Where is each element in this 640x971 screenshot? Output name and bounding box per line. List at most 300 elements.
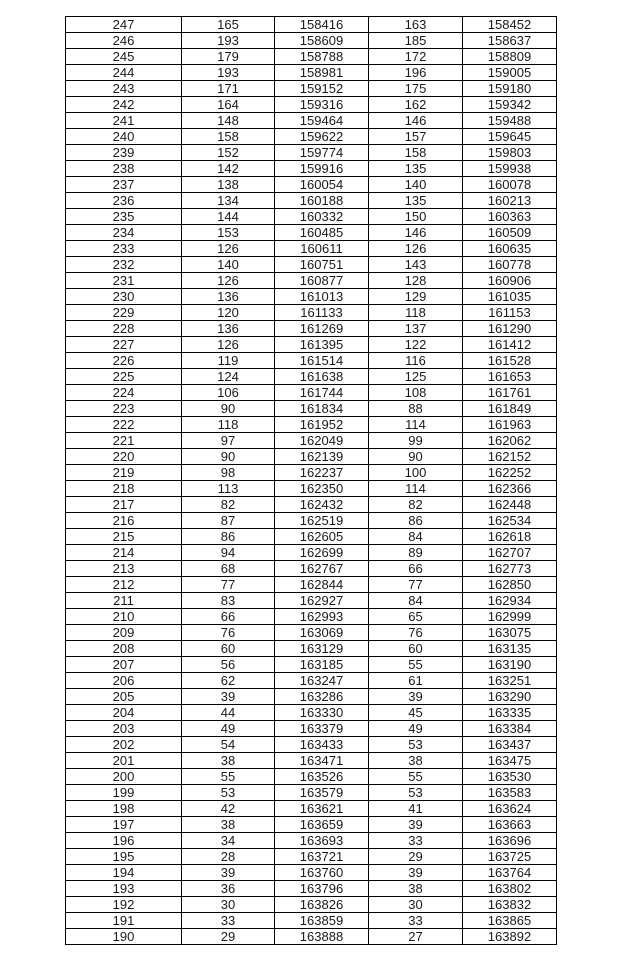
- cumulative-a-cell: 161269: [275, 321, 369, 337]
- cumulative-a-cell: 163826: [275, 897, 369, 913]
- cumulative-a-cell: 160877: [275, 273, 369, 289]
- count-b-cell: 143: [369, 257, 463, 273]
- cumulative-a-cell: 161133: [275, 305, 369, 321]
- cumulative-a-cell: 162927: [275, 593, 369, 609]
- cumulative-b-cell: 160635: [463, 241, 557, 257]
- count-b-cell: 172: [369, 49, 463, 65]
- count-a-cell: 148: [182, 113, 275, 129]
- table-row: [66, 17, 557, 33]
- count-a-cell: 86: [182, 529, 275, 545]
- table-row: [66, 833, 557, 849]
- count-b-cell: 114: [369, 417, 463, 433]
- cumulative-b-cell: 162534: [463, 513, 557, 529]
- count-a-cell: 94: [182, 545, 275, 561]
- count-a-cell: 33: [182, 913, 275, 929]
- count-b-cell: 135: [369, 193, 463, 209]
- cumulative-b-cell: 162252: [463, 465, 557, 481]
- score-cell: 231: [66, 273, 182, 289]
- cumulative-b-cell: 161761: [463, 385, 557, 401]
- count-b-cell: 116: [369, 353, 463, 369]
- score-table-container: [65, 16, 557, 945]
- cumulative-b-cell: 162934: [463, 593, 557, 609]
- count-b-cell: 49: [369, 721, 463, 737]
- score-cell: 235: [66, 209, 182, 225]
- cumulative-a-cell: 162767: [275, 561, 369, 577]
- cumulative-b-cell: 162773: [463, 561, 557, 577]
- count-b-cell: 129: [369, 289, 463, 305]
- table-row: [66, 657, 557, 673]
- cumulative-b-cell: 162999: [463, 609, 557, 625]
- count-b-cell: 137: [369, 321, 463, 337]
- cumulative-a-cell: 159464: [275, 113, 369, 129]
- cumulative-a-cell: 162139: [275, 449, 369, 465]
- cumulative-a-cell: 163760: [275, 865, 369, 881]
- score-distribution-table: [65, 16, 557, 945]
- cumulative-b-cell: 163475: [463, 753, 557, 769]
- table-row: [66, 849, 557, 865]
- count-a-cell: 136: [182, 321, 275, 337]
- cumulative-b-cell: 163384: [463, 721, 557, 737]
- cumulative-b-cell: 160778: [463, 257, 557, 273]
- cumulative-b-cell: 163335: [463, 705, 557, 721]
- cumulative-b-cell: 159803: [463, 145, 557, 161]
- count-a-cell: 193: [182, 33, 275, 49]
- table-row: [66, 369, 557, 385]
- table-row: [66, 481, 557, 497]
- cumulative-b-cell: 162850: [463, 577, 557, 593]
- count-b-cell: 65: [369, 609, 463, 625]
- score-cell: 194: [66, 865, 182, 881]
- cumulative-b-cell: 159342: [463, 97, 557, 113]
- count-a-cell: 54: [182, 737, 275, 753]
- cumulative-b-cell: 159005: [463, 65, 557, 81]
- cumulative-b-cell: 158452: [463, 17, 557, 33]
- cumulative-b-cell: 163764: [463, 865, 557, 881]
- cumulative-b-cell: 163892: [463, 929, 557, 945]
- count-a-cell: 34: [182, 833, 275, 849]
- score-cell: 210: [66, 609, 182, 625]
- count-b-cell: 108: [369, 385, 463, 401]
- score-cell: 206: [66, 673, 182, 689]
- count-a-cell: 120: [182, 305, 275, 321]
- score-cell: 230: [66, 289, 182, 305]
- table-row: [66, 241, 557, 257]
- cumulative-a-cell: 162350: [275, 481, 369, 497]
- score-cell: 196: [66, 833, 182, 849]
- cumulative-a-cell: 163579: [275, 785, 369, 801]
- cumulative-a-cell: 158416: [275, 17, 369, 33]
- count-a-cell: 77: [182, 577, 275, 593]
- score-cell: 234: [66, 225, 182, 241]
- score-cell: 191: [66, 913, 182, 929]
- count-b-cell: 55: [369, 657, 463, 673]
- count-b-cell: 60: [369, 641, 463, 657]
- table-row: [66, 337, 557, 353]
- score-cell: 221: [66, 433, 182, 449]
- cumulative-b-cell: 163583: [463, 785, 557, 801]
- cumulative-a-cell: 158609: [275, 33, 369, 49]
- cumulative-a-cell: 163796: [275, 881, 369, 897]
- count-a-cell: 126: [182, 241, 275, 257]
- cumulative-a-cell: 160611: [275, 241, 369, 257]
- cumulative-b-cell: 160509: [463, 225, 557, 241]
- cumulative-b-cell: 163624: [463, 801, 557, 817]
- table-row: [66, 385, 557, 401]
- table-row: [66, 609, 557, 625]
- count-b-cell: 162: [369, 97, 463, 113]
- cumulative-a-cell: 161638: [275, 369, 369, 385]
- count-b-cell: 53: [369, 737, 463, 753]
- score-cell: 202: [66, 737, 182, 753]
- count-b-cell: 118: [369, 305, 463, 321]
- cumulative-b-cell: 162366: [463, 481, 557, 497]
- table-row: [66, 97, 557, 113]
- cumulative-a-cell: 160751: [275, 257, 369, 273]
- count-a-cell: 153: [182, 225, 275, 241]
- score-cell: 198: [66, 801, 182, 817]
- count-a-cell: 39: [182, 689, 275, 705]
- count-b-cell: 140: [369, 177, 463, 193]
- table-row: [66, 817, 557, 833]
- score-cell: 237: [66, 177, 182, 193]
- score-cell: 247: [66, 17, 182, 33]
- cumulative-b-cell: 162618: [463, 529, 557, 545]
- cumulative-b-cell: 161653: [463, 369, 557, 385]
- cumulative-b-cell: 162062: [463, 433, 557, 449]
- count-b-cell: 27: [369, 929, 463, 945]
- count-b-cell: 126: [369, 241, 463, 257]
- count-a-cell: 55: [182, 769, 275, 785]
- score-cell: 207: [66, 657, 182, 673]
- table-row: [66, 593, 557, 609]
- cumulative-b-cell: 160906: [463, 273, 557, 289]
- cumulative-b-cell: 161849: [463, 401, 557, 417]
- cumulative-a-cell: 159774: [275, 145, 369, 161]
- cumulative-a-cell: 158981: [275, 65, 369, 81]
- count-a-cell: 193: [182, 65, 275, 81]
- score-cell: 239: [66, 145, 182, 161]
- count-b-cell: 196: [369, 65, 463, 81]
- count-b-cell: 185: [369, 33, 463, 49]
- score-cell: 232: [66, 257, 182, 273]
- count-a-cell: 171: [182, 81, 275, 97]
- count-a-cell: 118: [182, 417, 275, 433]
- count-a-cell: 98: [182, 465, 275, 481]
- count-a-cell: 138: [182, 177, 275, 193]
- table-row: [66, 529, 557, 545]
- count-a-cell: 136: [182, 289, 275, 305]
- count-b-cell: 100: [369, 465, 463, 481]
- count-a-cell: 68: [182, 561, 275, 577]
- score-cell: 195: [66, 849, 182, 865]
- count-a-cell: 126: [182, 273, 275, 289]
- score-cell: 199: [66, 785, 182, 801]
- table-row: [66, 785, 557, 801]
- score-cell: 228: [66, 321, 182, 337]
- table-row: [66, 321, 557, 337]
- cumulative-a-cell: 163185: [275, 657, 369, 673]
- cumulative-a-cell: 159622: [275, 129, 369, 145]
- count-b-cell: 39: [369, 865, 463, 881]
- count-a-cell: 97: [182, 433, 275, 449]
- score-cell: 223: [66, 401, 182, 417]
- count-b-cell: 41: [369, 801, 463, 817]
- count-b-cell: 128: [369, 273, 463, 289]
- table-row: [66, 177, 557, 193]
- table-row: [66, 737, 557, 753]
- table-row: [66, 625, 557, 641]
- cumulative-a-cell: 162237: [275, 465, 369, 481]
- count-a-cell: 44: [182, 705, 275, 721]
- cumulative-a-cell: 159152: [275, 81, 369, 97]
- count-a-cell: 142: [182, 161, 275, 177]
- score-cell: 205: [66, 689, 182, 705]
- count-a-cell: 38: [182, 817, 275, 833]
- count-b-cell: 99: [369, 433, 463, 449]
- cumulative-a-cell: 163471: [275, 753, 369, 769]
- score-cell: 242: [66, 97, 182, 113]
- cumulative-a-cell: 162519: [275, 513, 369, 529]
- cumulative-a-cell: 160188: [275, 193, 369, 209]
- table-row: [66, 769, 557, 785]
- count-a-cell: 179: [182, 49, 275, 65]
- table-row: [66, 881, 557, 897]
- cumulative-a-cell: 163379: [275, 721, 369, 737]
- score-cell: 212: [66, 577, 182, 593]
- table-row: [66, 449, 557, 465]
- table-row: [66, 129, 557, 145]
- score-cell: 200: [66, 769, 182, 785]
- score-cell: 209: [66, 625, 182, 641]
- score-cell: 203: [66, 721, 182, 737]
- count-b-cell: 88: [369, 401, 463, 417]
- count-b-cell: 76: [369, 625, 463, 641]
- count-a-cell: 90: [182, 449, 275, 465]
- table-row: [66, 353, 557, 369]
- table-row: [66, 193, 557, 209]
- cumulative-a-cell: 163526: [275, 769, 369, 785]
- count-b-cell: 39: [369, 689, 463, 705]
- score-cell: 238: [66, 161, 182, 177]
- cumulative-b-cell: 163725: [463, 849, 557, 865]
- count-b-cell: 125: [369, 369, 463, 385]
- table-row: [66, 561, 557, 577]
- table-row: [66, 705, 557, 721]
- count-a-cell: 60: [182, 641, 275, 657]
- table-row: [66, 161, 557, 177]
- cumulative-b-cell: 163437: [463, 737, 557, 753]
- count-a-cell: 62: [182, 673, 275, 689]
- cumulative-b-cell: 163075: [463, 625, 557, 641]
- cumulative-a-cell: 162993: [275, 609, 369, 625]
- cumulative-a-cell: 158788: [275, 49, 369, 65]
- cumulative-a-cell: 161013: [275, 289, 369, 305]
- cumulative-b-cell: 162152: [463, 449, 557, 465]
- count-a-cell: 140: [182, 257, 275, 273]
- cumulative-a-cell: 163433: [275, 737, 369, 753]
- table-row: [66, 305, 557, 321]
- table-row: [66, 577, 557, 593]
- count-b-cell: 114: [369, 481, 463, 497]
- cumulative-b-cell: 161528: [463, 353, 557, 369]
- count-a-cell: 83: [182, 593, 275, 609]
- count-b-cell: 38: [369, 881, 463, 897]
- cumulative-b-cell: 161290: [463, 321, 557, 337]
- cumulative-a-cell: 163330: [275, 705, 369, 721]
- count-b-cell: 66: [369, 561, 463, 577]
- table-row: [66, 865, 557, 881]
- cumulative-a-cell: 161395: [275, 337, 369, 353]
- count-a-cell: 56: [182, 657, 275, 673]
- table-row: [66, 209, 557, 225]
- cumulative-b-cell: 163135: [463, 641, 557, 657]
- count-a-cell: 113: [182, 481, 275, 497]
- count-b-cell: 135: [369, 161, 463, 177]
- count-b-cell: 55: [369, 769, 463, 785]
- score-cell: 197: [66, 817, 182, 833]
- table-row: [66, 433, 557, 449]
- score-cell: 240: [66, 129, 182, 145]
- table-row: [66, 689, 557, 705]
- table-row: [66, 225, 557, 241]
- cumulative-b-cell: 163865: [463, 913, 557, 929]
- table-row: [66, 113, 557, 129]
- count-a-cell: 158: [182, 129, 275, 145]
- cumulative-b-cell: 163190: [463, 657, 557, 673]
- count-b-cell: 158: [369, 145, 463, 161]
- count-b-cell: 84: [369, 529, 463, 545]
- table-body: [66, 17, 557, 945]
- table-row: [66, 257, 557, 273]
- score-cell: 218: [66, 481, 182, 497]
- count-b-cell: 53: [369, 785, 463, 801]
- table-row: [66, 273, 557, 289]
- count-b-cell: 38: [369, 753, 463, 769]
- count-a-cell: 144: [182, 209, 275, 225]
- score-cell: 233: [66, 241, 182, 257]
- table-row: [66, 465, 557, 481]
- table-row: [66, 641, 557, 657]
- table-row: [66, 753, 557, 769]
- score-cell: 245: [66, 49, 182, 65]
- count-a-cell: 90: [182, 401, 275, 417]
- count-b-cell: 45: [369, 705, 463, 721]
- score-cell: 190: [66, 929, 182, 945]
- table-row: [66, 929, 557, 945]
- count-b-cell: 30: [369, 897, 463, 913]
- count-a-cell: 66: [182, 609, 275, 625]
- count-a-cell: 29: [182, 929, 275, 945]
- count-a-cell: 53: [182, 785, 275, 801]
- score-cell: 192: [66, 897, 182, 913]
- count-b-cell: 86: [369, 513, 463, 529]
- cumulative-b-cell: 159645: [463, 129, 557, 145]
- cumulative-b-cell: 159180: [463, 81, 557, 97]
- count-a-cell: 124: [182, 369, 275, 385]
- count-a-cell: 36: [182, 881, 275, 897]
- count-a-cell: 165: [182, 17, 275, 33]
- table-row: [66, 417, 557, 433]
- count-a-cell: 126: [182, 337, 275, 353]
- cumulative-a-cell: 163286: [275, 689, 369, 705]
- cumulative-a-cell: 159316: [275, 97, 369, 113]
- cumulative-b-cell: 163832: [463, 897, 557, 913]
- cumulative-a-cell: 159916: [275, 161, 369, 177]
- cumulative-a-cell: 162432: [275, 497, 369, 513]
- count-b-cell: 122: [369, 337, 463, 353]
- cumulative-a-cell: 163069: [275, 625, 369, 641]
- cumulative-a-cell: 163659: [275, 817, 369, 833]
- cumulative-b-cell: 161963: [463, 417, 557, 433]
- cumulative-b-cell: 161035: [463, 289, 557, 305]
- table-row: [66, 913, 557, 929]
- cumulative-a-cell: 163129: [275, 641, 369, 657]
- cumulative-b-cell: 159938: [463, 161, 557, 177]
- count-b-cell: 90: [369, 449, 463, 465]
- cumulative-a-cell: 161514: [275, 353, 369, 369]
- cumulative-b-cell: 160363: [463, 209, 557, 225]
- score-cell: 219: [66, 465, 182, 481]
- count-a-cell: 164: [182, 97, 275, 113]
- count-a-cell: 119: [182, 353, 275, 369]
- cumulative-b-cell: 163696: [463, 833, 557, 849]
- score-cell: 246: [66, 33, 182, 49]
- cumulative-b-cell: 158809: [463, 49, 557, 65]
- table-row: [66, 721, 557, 737]
- cumulative-a-cell: 163859: [275, 913, 369, 929]
- table-row: [66, 401, 557, 417]
- count-b-cell: 150: [369, 209, 463, 225]
- cumulative-a-cell: 160332: [275, 209, 369, 225]
- table-row: [66, 81, 557, 97]
- cumulative-b-cell: 163802: [463, 881, 557, 897]
- cumulative-a-cell: 160485: [275, 225, 369, 241]
- cumulative-a-cell: 161952: [275, 417, 369, 433]
- cumulative-b-cell: 161153: [463, 305, 557, 321]
- count-b-cell: 61: [369, 673, 463, 689]
- count-b-cell: 163: [369, 17, 463, 33]
- count-b-cell: 33: [369, 833, 463, 849]
- cumulative-a-cell: 163247: [275, 673, 369, 689]
- cumulative-a-cell: 162605: [275, 529, 369, 545]
- count-b-cell: 175: [369, 81, 463, 97]
- score-cell: 201: [66, 753, 182, 769]
- count-a-cell: 28: [182, 849, 275, 865]
- cumulative-b-cell: 162448: [463, 497, 557, 513]
- count-b-cell: 77: [369, 577, 463, 593]
- cumulative-b-cell: 163251: [463, 673, 557, 689]
- table-row: [66, 497, 557, 513]
- table-row: [66, 673, 557, 689]
- cumulative-a-cell: 162844: [275, 577, 369, 593]
- count-b-cell: 39: [369, 817, 463, 833]
- score-cell: 227: [66, 337, 182, 353]
- cumulative-b-cell: 163663: [463, 817, 557, 833]
- table-row: [66, 33, 557, 49]
- score-cell: 229: [66, 305, 182, 321]
- score-cell: 211: [66, 593, 182, 609]
- score-cell: 236: [66, 193, 182, 209]
- count-a-cell: 30: [182, 897, 275, 913]
- cumulative-a-cell: 161744: [275, 385, 369, 401]
- score-cell: 213: [66, 561, 182, 577]
- cumulative-b-cell: 160078: [463, 177, 557, 193]
- cumulative-b-cell: 159488: [463, 113, 557, 129]
- table-row: [66, 801, 557, 817]
- cumulative-b-cell: 160213: [463, 193, 557, 209]
- table-row: [66, 545, 557, 561]
- count-a-cell: 87: [182, 513, 275, 529]
